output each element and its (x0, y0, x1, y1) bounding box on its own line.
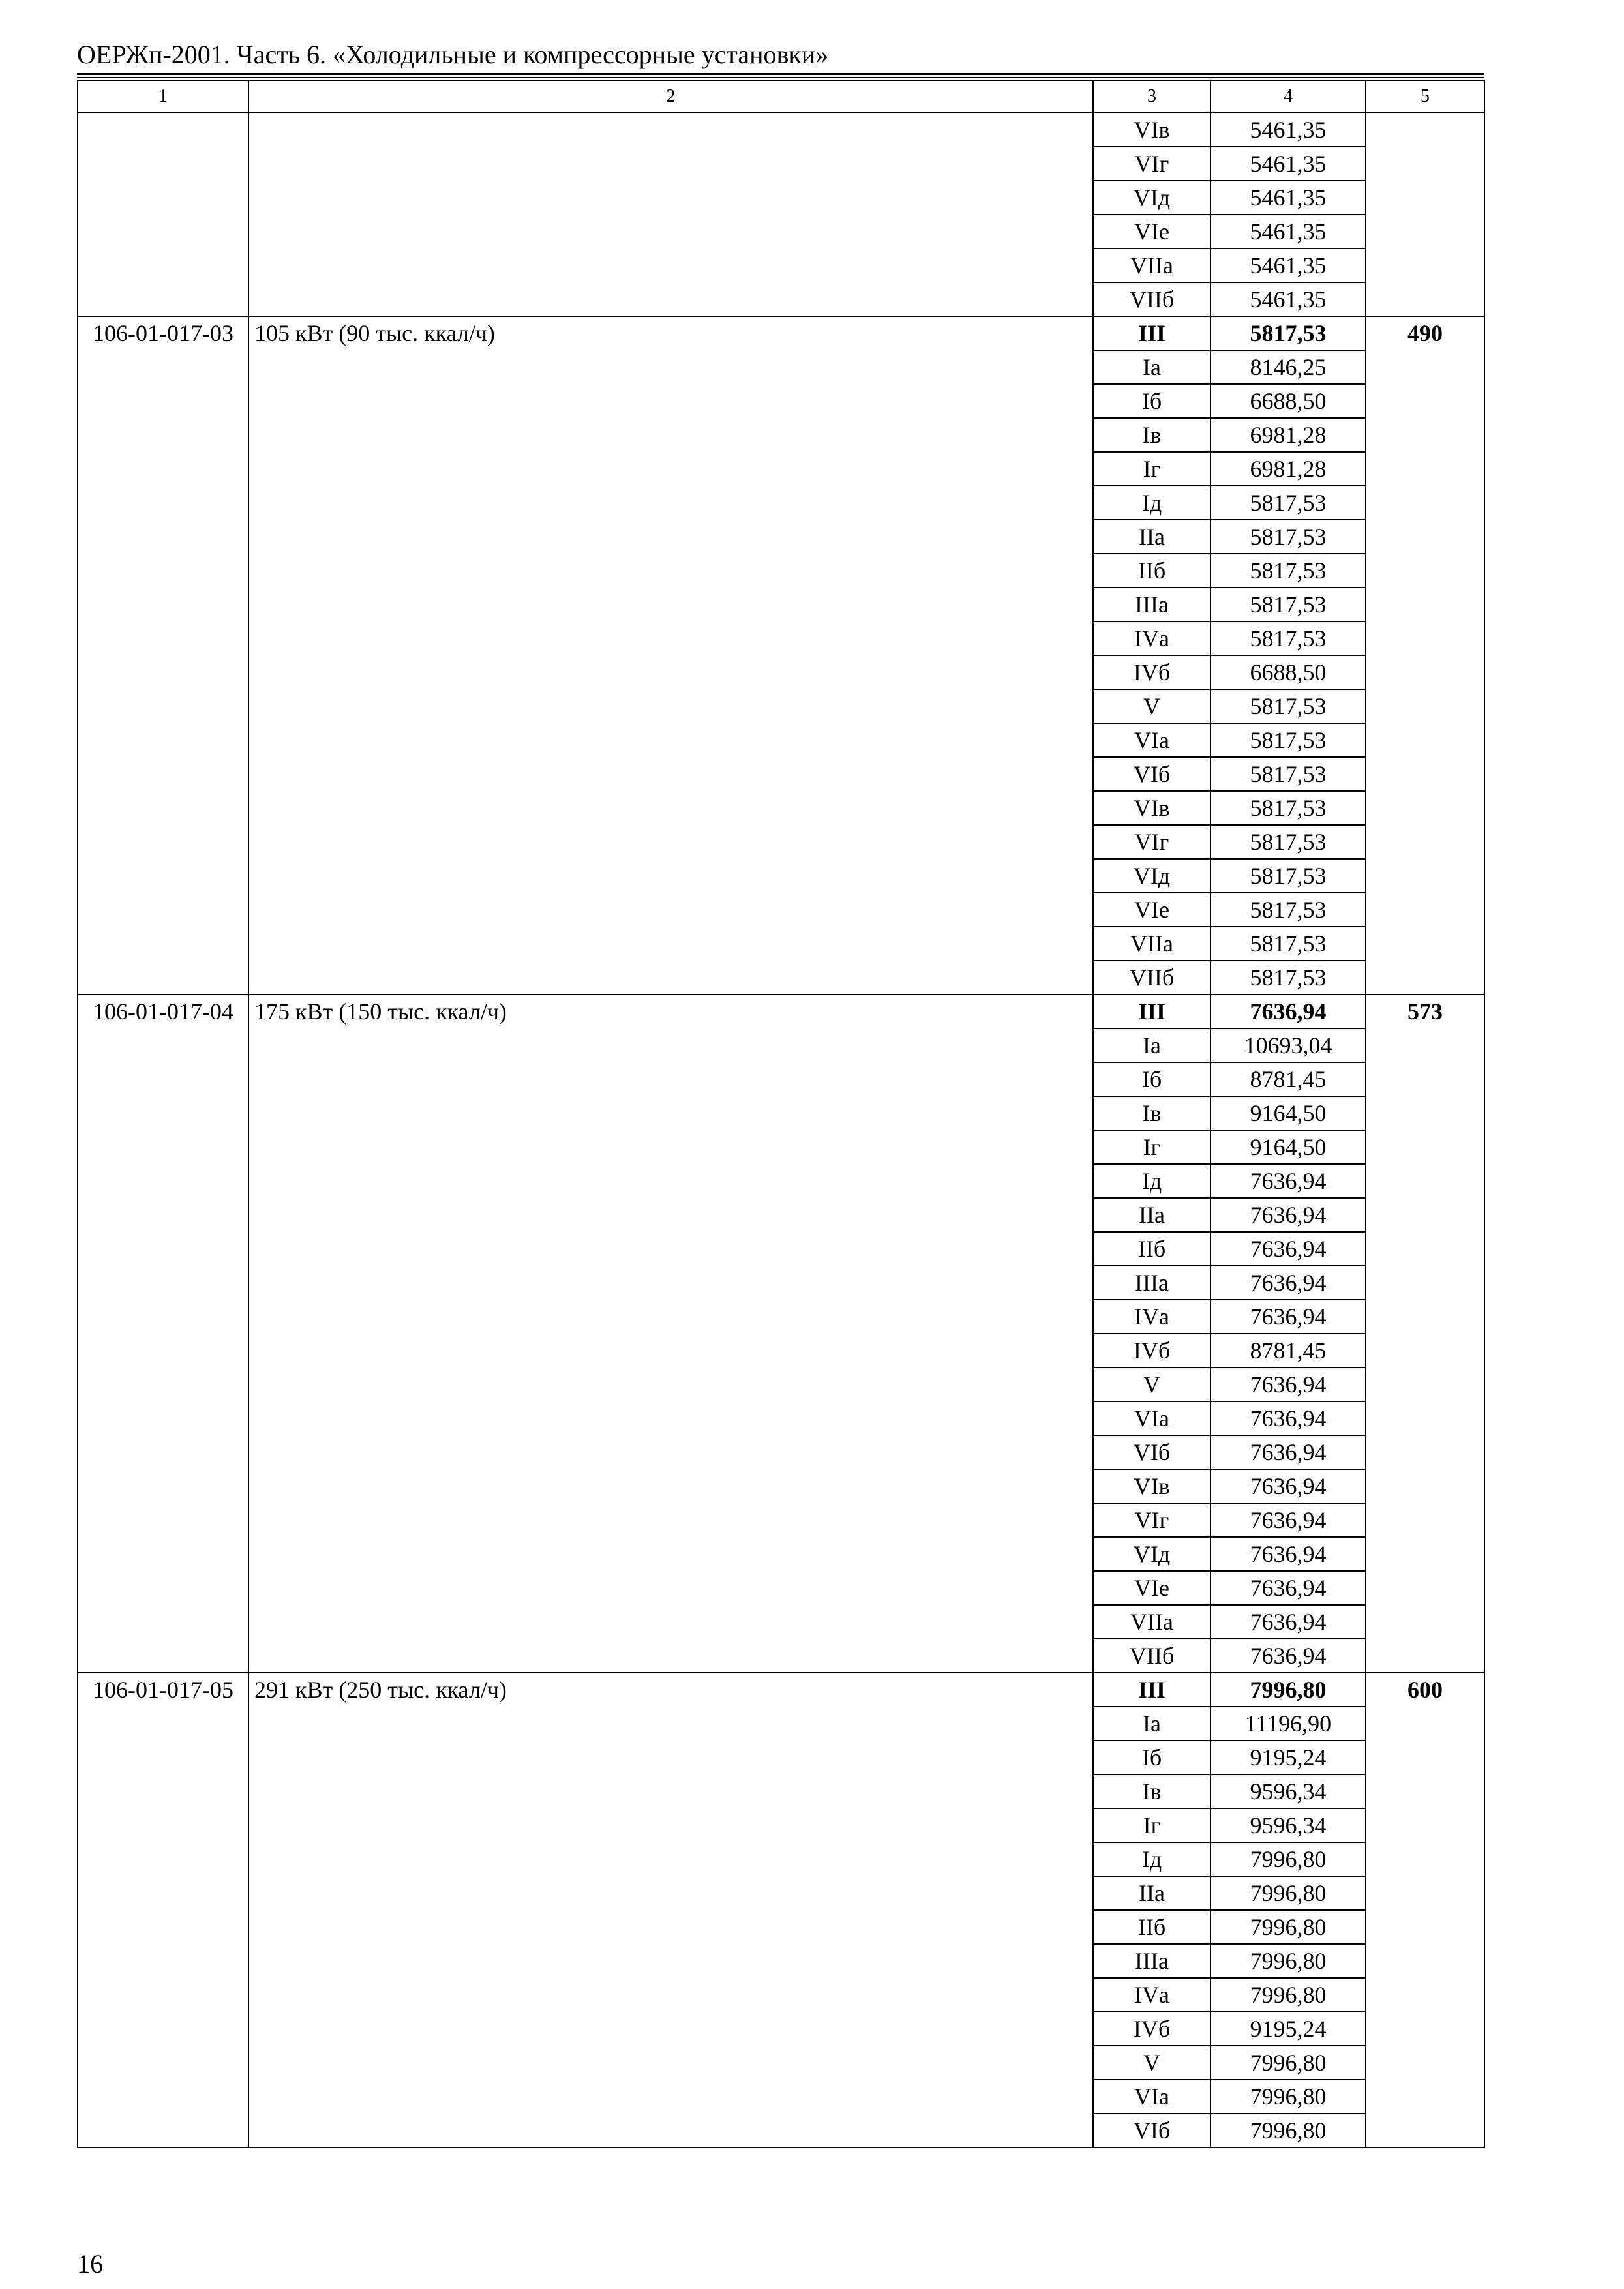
zone-cell: Iв (1093, 418, 1210, 452)
header-rule (77, 73, 1484, 78)
description-cell (248, 113, 1093, 316)
zone-cell: Iв (1093, 1096, 1210, 1130)
value-cell: 5461,35 (1210, 181, 1366, 215)
code-cell: 106-01-017-03 (78, 316, 248, 995)
zone-cell: VIIа (1093, 927, 1210, 961)
zone-cell: Iг (1093, 1130, 1210, 1164)
value-cell: 7636,94 (1210, 1198, 1366, 1232)
value-cell: 9164,50 (1210, 1096, 1366, 1130)
zone-cell: IIб (1093, 554, 1210, 588)
value-cell: 10693,04 (1210, 1028, 1366, 1062)
description-cell: 291 кВт (250 тыс. ккал/ч) (248, 1673, 1093, 2147)
value-cell: 7996,80 (1210, 1978, 1366, 2012)
value-cell: 7996,80 (1210, 2046, 1366, 2080)
zone-cell: Iб (1093, 1062, 1210, 1096)
zone-cell: VIг (1093, 1503, 1210, 1537)
value-cell: 6688,50 (1210, 384, 1366, 418)
zone-cell: VIд (1093, 181, 1210, 215)
zone-cell: VIа (1093, 1401, 1210, 1435)
value-cell: 5817,53 (1210, 520, 1366, 554)
value-cell: 7996,80 (1210, 1944, 1366, 1978)
code-cell (78, 113, 248, 316)
value-cell: 7636,94 (1210, 1232, 1366, 1266)
total-cell (1366, 113, 1484, 316)
value-cell: 7636,94 (1210, 1300, 1366, 1334)
zone-cell: III (1093, 316, 1210, 350)
zone-cell: V (1093, 1368, 1210, 1401)
zone-cell: IIIа (1093, 588, 1210, 621)
zone-cell: Iв (1093, 1774, 1210, 1808)
zone-cell: VIв (1093, 791, 1210, 825)
total-cell: 573 (1366, 995, 1484, 1673)
zone-cell: Iг (1093, 452, 1210, 486)
zone-cell: Iа (1093, 350, 1210, 384)
value-cell: 7636,94 (1210, 1605, 1366, 1639)
value-cell: 5817,53 (1210, 961, 1366, 995)
zone-cell: Iб (1093, 1741, 1210, 1774)
zone-cell: IIа (1093, 1876, 1210, 1910)
column-number: 2 (248, 80, 1093, 113)
value-cell: 5461,35 (1210, 248, 1366, 282)
zone-cell: VIе (1093, 1571, 1210, 1605)
zone-cell: VIг (1093, 147, 1210, 181)
value-cell: 5817,53 (1210, 927, 1366, 961)
value-cell: 8781,45 (1210, 1334, 1366, 1368)
column-number: 1 (78, 80, 248, 113)
value-cell: 5461,35 (1210, 282, 1366, 316)
value-cell: 7996,80 (1210, 2080, 1366, 2114)
value-cell: 7636,94 (1210, 1469, 1366, 1503)
zone-cell: VIе (1093, 893, 1210, 927)
zone-cell: IVб (1093, 1334, 1210, 1368)
zone-cell: Iд (1093, 1842, 1210, 1876)
value-cell: 8781,45 (1210, 1062, 1366, 1096)
value-cell: 9164,50 (1210, 1130, 1366, 1164)
value-cell: 9195,24 (1210, 1741, 1366, 1774)
zone-cell: VIв (1093, 113, 1210, 147)
table-row (78, 1673, 1484, 1707)
zone-cell: Iб (1093, 384, 1210, 418)
column-number: 4 (1210, 80, 1366, 113)
value-cell: 5817,53 (1210, 316, 1366, 350)
code-cell: 106-01-017-04 (78, 995, 248, 1673)
zone-cell: V (1093, 689, 1210, 723)
column-number: 5 (1366, 80, 1484, 113)
zone-cell: IVб (1093, 655, 1210, 689)
zone-cell: VIа (1093, 2080, 1210, 2114)
zone-cell: V (1093, 2046, 1210, 2080)
zone-cell: VIа (1093, 723, 1210, 757)
zone-cell: Iд (1093, 1164, 1210, 1198)
zone-cell: VIб (1093, 1435, 1210, 1469)
value-cell: 7996,80 (1210, 1673, 1366, 1707)
zone-cell: IVа (1093, 1978, 1210, 2012)
value-cell: 5817,53 (1210, 689, 1366, 723)
zone-cell: VIг (1093, 825, 1210, 859)
page-title: ОЕРЖп-2001. Часть 6. «Холодильные и компрессорные установки» (77, 40, 829, 69)
value-cell: 7636,94 (1210, 1401, 1366, 1435)
value-cell: 5817,53 (1210, 893, 1366, 927)
zone-cell: VIIб (1093, 1639, 1210, 1673)
zone-cell: Iд (1093, 486, 1210, 520)
total-cell: 490 (1366, 316, 1484, 995)
value-cell: 7996,80 (1210, 2114, 1366, 2147)
zone-cell: VIIа (1093, 1605, 1210, 1639)
value-cell: 7636,94 (1210, 995, 1366, 1028)
zone-cell: IIа (1093, 1198, 1210, 1232)
zone-cell: VIд (1093, 1537, 1210, 1571)
value-cell: 8146,25 (1210, 350, 1366, 384)
zone-cell: VIIб (1093, 282, 1210, 316)
zone-cell: IIIа (1093, 1266, 1210, 1300)
value-cell: 7636,94 (1210, 1368, 1366, 1401)
zone-cell: Iг (1093, 1808, 1210, 1842)
rates-table (77, 80, 1485, 2148)
zone-cell: IVа (1093, 621, 1210, 655)
total-cell: 600 (1366, 1673, 1484, 2147)
value-cell: 7636,94 (1210, 1537, 1366, 1571)
value-cell: 7996,80 (1210, 1876, 1366, 1910)
description-cell: 175 кВт (150 тыс. ккал/ч) (248, 995, 1093, 1673)
value-cell: 5461,35 (1210, 147, 1366, 181)
zone-cell: IIа (1093, 520, 1210, 554)
rates-table-body (78, 80, 1484, 2147)
description-cell: 105 кВт (90 тыс. ккал/ч) (248, 316, 1093, 995)
zone-cell: Iа (1093, 1707, 1210, 1741)
value-cell: 7636,94 (1210, 1503, 1366, 1537)
zone-cell: IVа (1093, 1300, 1210, 1334)
zone-cell: III (1093, 1673, 1210, 1707)
value-cell: 7636,94 (1210, 1571, 1366, 1605)
table-row (78, 995, 1484, 1028)
value-cell: 7996,80 (1210, 1842, 1366, 1876)
value-cell: 5817,53 (1210, 554, 1366, 588)
zone-cell: IIIа (1093, 1944, 1210, 1978)
value-cell: 9596,34 (1210, 1808, 1366, 1842)
value-cell: 5461,35 (1210, 215, 1366, 248)
zone-cell: IIб (1093, 1232, 1210, 1266)
zone-cell: VIб (1093, 2114, 1210, 2147)
zone-cell: Iа (1093, 1028, 1210, 1062)
value-cell: 9195,24 (1210, 2012, 1366, 2046)
zone-cell: VIIб (1093, 961, 1210, 995)
zone-cell: IVб (1093, 2012, 1210, 2046)
value-cell: 9596,34 (1210, 1774, 1366, 1808)
code-cell: 106-01-017-05 (78, 1673, 248, 2147)
value-cell: 7996,80 (1210, 1910, 1366, 1944)
value-cell: 7636,94 (1210, 1435, 1366, 1469)
value-cell: 7636,94 (1210, 1639, 1366, 1673)
zone-cell: VIIа (1093, 248, 1210, 282)
value-cell: 5817,53 (1210, 588, 1366, 621)
value-cell: 5817,53 (1210, 486, 1366, 520)
value-cell: 5817,53 (1210, 825, 1366, 859)
zone-cell: VIе (1093, 215, 1210, 248)
value-cell: 5461,35 (1210, 113, 1366, 147)
table-row (78, 113, 1484, 147)
value-cell: 5817,53 (1210, 621, 1366, 655)
value-cell: 7636,94 (1210, 1266, 1366, 1300)
column-number-row (78, 80, 1484, 113)
value-cell: 11196,90 (1210, 1707, 1366, 1741)
column-number: 3 (1093, 80, 1210, 113)
value-cell: 7636,94 (1210, 1164, 1366, 1198)
table-row (78, 316, 1484, 350)
value-cell: 6688,50 (1210, 655, 1366, 689)
value-cell: 5817,53 (1210, 791, 1366, 825)
zone-cell: VIд (1093, 859, 1210, 893)
zone-cell: IIб (1093, 1910, 1210, 1944)
value-cell: 5817,53 (1210, 723, 1366, 757)
value-cell: 5817,53 (1210, 757, 1366, 791)
page-number: 16 (77, 2249, 103, 2279)
zone-cell: III (1093, 995, 1210, 1028)
value-cell: 6981,28 (1210, 418, 1366, 452)
zone-cell: VIв (1093, 1469, 1210, 1503)
value-cell: 5817,53 (1210, 859, 1366, 893)
value-cell: 6981,28 (1210, 452, 1366, 486)
zone-cell: VIб (1093, 757, 1210, 791)
